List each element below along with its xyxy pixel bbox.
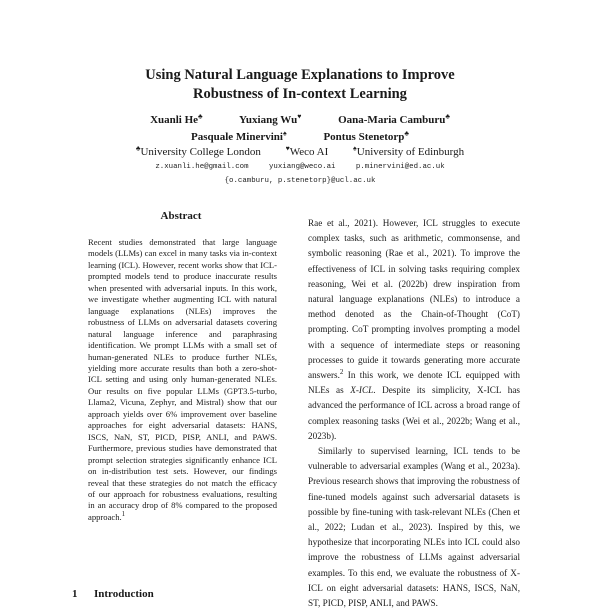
- abstract-text: Recent studies demonstrated that large language models (LLMs) can excel in many tasks via in-context learning (ICL). However, recent works show that ICL-prompted models tend to produce inaccurate results when presented with adversarial inputs. In this work, we investigate whether augmenting ICL with natural language explanations (NLEs) improves the robustness of LLMs on adversarial datasets covering natural language inference and paraphrasing identification. We prompt LLMs with a small set of human-generated NLEs to produce further NLEs, yielding more accurate results than both a zero-shot-ICL setting and using only human-generated NLEs. Our results on five popular LLMs (GPT3.5-turbo, Llama2, Vicuna, Zephyr, and Mistral) show that our approach yields over 6% improvement over baseline approaches for eight adversarial datasets: HANS, ISCS, NaN, ST, PICD, PISP, ANLI, and PAWS. Furthermore, previous studies have demonstrated that prompt selection strategies significantly enhance ICL on in-distribution test sets. However, our findings reveal that these strategies do not match the efficacy of our approach for robustness evaluations, resulting in an accuracy drop of 8% compared to the proposed approach.: [88, 237, 277, 522]
- affiliation-mark: ♠: [282, 129, 287, 138]
- section-number: 1: [72, 588, 78, 600]
- method-name: X-ICL: [350, 385, 374, 396]
- intro-paragraph-1: [308, 216, 520, 444]
- author-row-2: [0, 129, 600, 146]
- section-heading: [72, 588, 154, 600]
- section-title: Introduction: [94, 588, 154, 600]
- email-list: [0, 160, 600, 188]
- title-line-1: Using Natural Language Explanations to Improve: [145, 67, 455, 83]
- title-line-2: Robustness of In-context Learning: [193, 86, 407, 102]
- author-list: [0, 112, 600, 146]
- affiliation-mark: ♣: [135, 144, 141, 153]
- affiliation-name: University of Edinburgh: [356, 146, 465, 158]
- author-name: Pontus Stenetorp: [323, 131, 405, 143]
- author-name: Oana-Maria Camburu: [338, 114, 446, 126]
- abstract-paragraph: [88, 237, 277, 523]
- intro-text: Rae et al., 2021). However, ICL struggles to execute complex tasks, such as arithmetic, commonsense, and symbolic reasoning (Rae et al., 2021). To improve the effectiveness of ICL in solving tasks requiring complex reasoning, Wei et al. (2022b) drew inspiration from natural language explanations (NLEs) to introduce a method denoted as the Chain-of-Thought (CoT) prompting. CoT prompting involves prompting a model with a sequence of intermediate steps or reasoning processes to guide it towards generating more accurate answers.: [308, 218, 520, 381]
- email-address: p.minervini@ed.ac.uk: [355, 163, 445, 171]
- affiliation-mark: ♣: [198, 112, 203, 121]
- affiliation-mark: ♣: [445, 112, 450, 121]
- author-name: Xuanli He: [150, 114, 199, 126]
- affiliation-name: University College London: [140, 146, 261, 158]
- intro-paragraph-2: Similarly to supervised learning, ICL tends to be vulnerable to adversarial examples (Wang et al., 2023a). Previous research shows that improving the robustness of fine-tuned models against such adversarial datasets is possible by fine-tuning with task-relevant NLEs (Chen et al., 2022; Ludan et al., 2023). Inspired by this, we hypothesize that incorporating NLEs into ICL could also improve the robustness of LLMs against adversarial examples. To this end, we evaluate the robustness of X-ICL on eight adversarial datasets: HANS, ISCS, NaN, ST, PICD, PISP, ANLI, and PAWS.: [308, 446, 520, 609]
- author-name: Pasquale Minervini: [190, 131, 283, 143]
- intro-text: In this work, we denote ICL equipped with NLEs as: [308, 370, 520, 396]
- intro-text: . Despite its simplicity, X-ICL has advanced the performance of ICL across a broad range of complex reasoning tasks (Wei et al., 2022b; Wang et al., 2023b).: [308, 385, 520, 441]
- affiliation-name: Weco AI: [289, 146, 329, 158]
- affiliation-mark: ♥: [297, 112, 302, 121]
- abstract-body: [88, 237, 277, 523]
- email-row-2: [0, 174, 600, 188]
- footnote-mark: 2: [339, 367, 344, 376]
- author-row-1: [0, 112, 600, 129]
- paper-title: [0, 66, 600, 104]
- affiliation-mark: ♣: [404, 129, 410, 138]
- email-address: z.xuanli.he@gmail.com: [155, 163, 249, 171]
- affiliation-mark: ♥: [285, 144, 290, 153]
- email-address: {o.camburu, p.stenetorp}@ucl.ac.uk: [224, 177, 376, 185]
- footnote-mark: 1: [121, 510, 126, 519]
- email-address: yuxiang@weco.ai: [268, 163, 336, 171]
- right-column: [308, 216, 520, 611]
- affiliation-mark: ♠: [353, 144, 357, 153]
- email-row-1: [0, 160, 600, 174]
- affiliation-list: [0, 145, 600, 160]
- author-name: Yuxiang Wu: [238, 114, 298, 126]
- abstract-heading: Abstract: [160, 210, 202, 222]
